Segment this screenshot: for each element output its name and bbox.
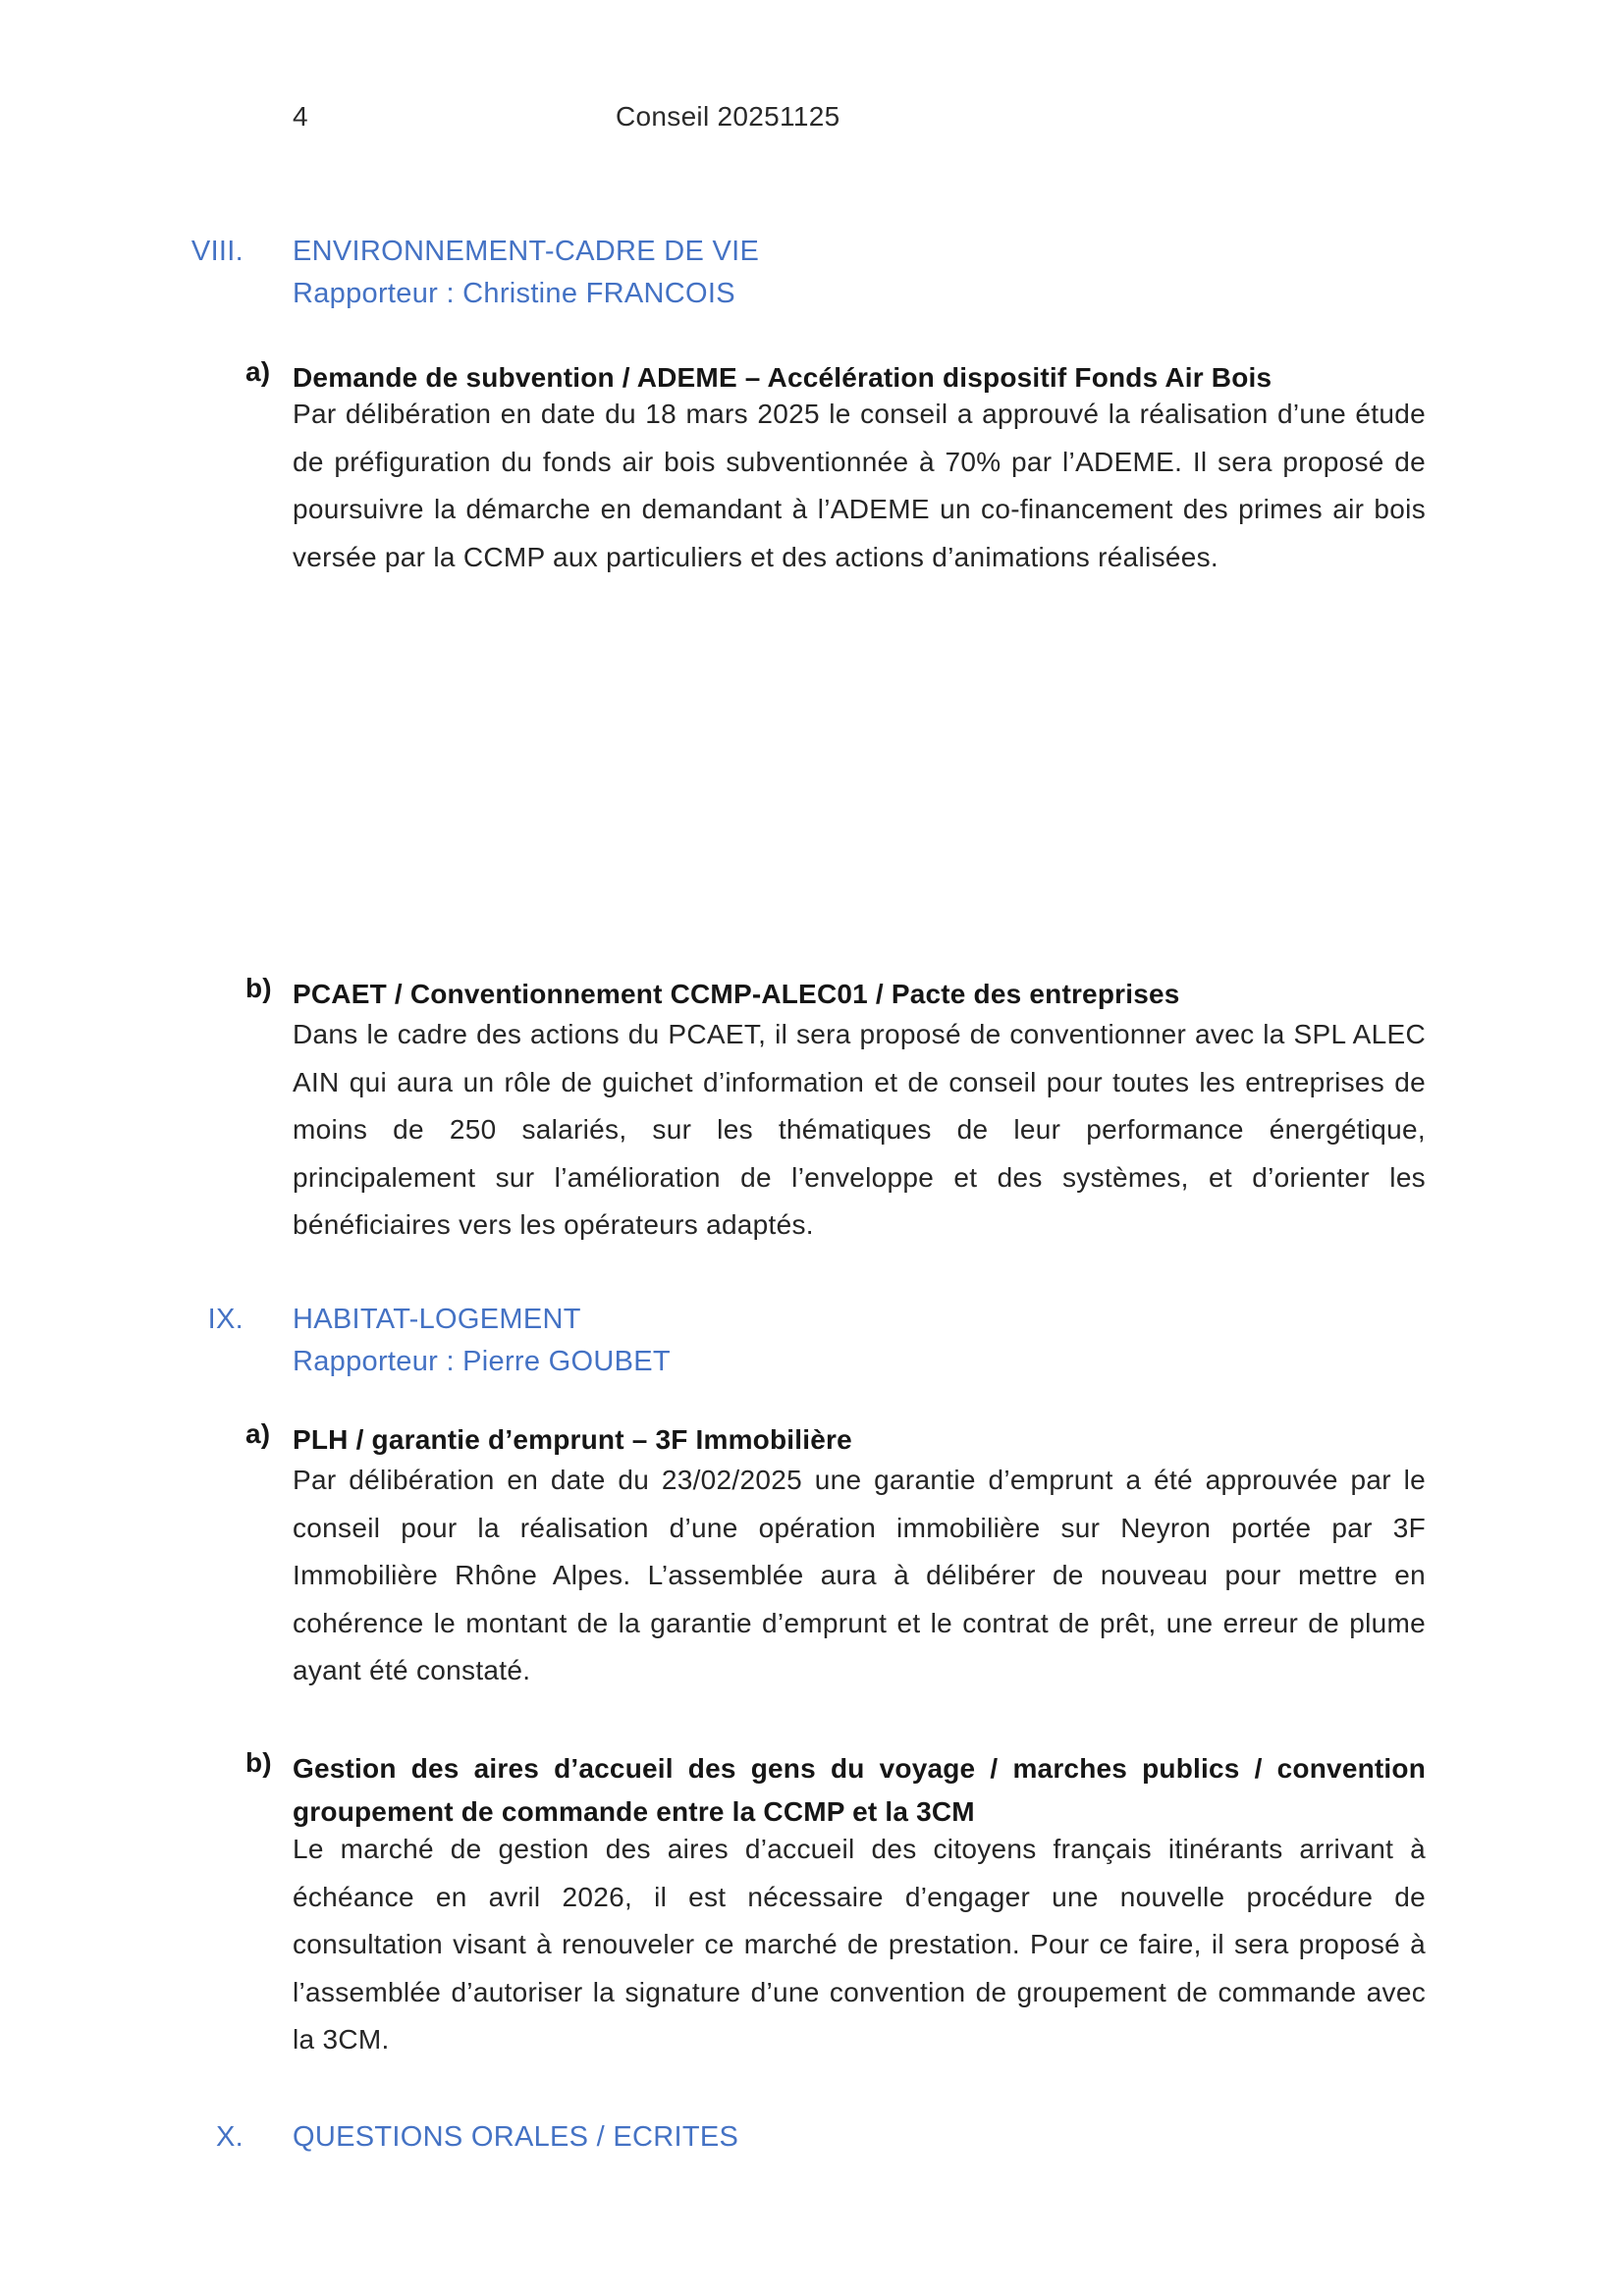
- item-body-pcaet-alec: Dans le cadre des actions du PCAET, il sera proposé de conventionner avec la SPL ALEC AIN qui aura un rôle de guichet d’information et de conseil pour toutes les entreprises de moins de 250 salariés, sur les thématiques de leur performance énergétique, principalement sur l’amélioration de l’enveloppe et des systèmes, et d’orienter les bénéficiaires vers les opérateurs adaptés.: [293, 1019, 1426, 1240]
- item-body-ademe-fonds-air-bois: Par délibération en date du 18 mars 2025 le conseil a approuvé la réalisation d’une étude de préfiguration du fonds air bois subventionnée à 70% par l’ADEME. Il sera proposé de poursuivre la démarche en demandant à l’ADEME un co-financement des primes air bois versée par la CCMP aux particuliers et des actions d’animations réalisées.: [293, 399, 1426, 572]
- section-ix-rapporteur: Rapporteur : Pierre GOUBET: [293, 1346, 671, 1377]
- item-marker: a): [245, 356, 271, 387]
- header-title: Conseil 20251125: [616, 101, 840, 132]
- item-marker: a): [245, 1418, 271, 1449]
- item-marker: b): [245, 1747, 272, 1778]
- item-heading-plh-garantie-emprunt: PLH / garantie d’emprunt – 3F Immobilière: [293, 1424, 852, 1455]
- item-heading-ademe-fonds-air-bois: Demande de subvention / ADEME – Accélération dispositif Fonds Air Bois: [293, 362, 1272, 393]
- section-viii-numeral: VIII.: [190, 236, 244, 267]
- section-x-numeral: X.: [216, 2121, 244, 2153]
- section-viii-title: ENVIRONNEMENT-CADRE DE VIE: [293, 236, 760, 267]
- section-ix-title: HABITAT-LOGEMENT: [293, 1304, 581, 1335]
- item-heading-aires-accueil-convention: Gestion des aires d’accueil des gens du voyage / marches publics / convention groupement de commande entre la CCMP et la 3CM: [293, 1753, 1426, 1827]
- item-body-plh-garantie-emprunt: Par délibération en date du 23/02/2025 une garantie d’emprunt a été approuvée par le conseil pour la réalisation d’une opération immobilière sur Neyron portée par 3F Immobilière Rhône Alpes. L’assemblée aura à délibérer de nouveau pour mettre en cohérence le montant de la garantie d’emprunt et le contrat de prêt, une erreur de plume ayant été constaté.: [293, 1465, 1426, 1685]
- item-marker: b): [245, 973, 272, 1003]
- section-ix-numeral: IX.: [207, 1304, 244, 1335]
- page-number: 4: [293, 101, 308, 132]
- item-body-aires-accueil-convention: Le marché de gestion des aires d’accueil des citoyens français itinérants arrivant à échéance en avril 2026, il est nécessaire d’engager une nouvelle procédure de consultation visant à renouveler ce marché de prestation. Pour ce faire, il sera proposé à l’assemblée d’autoriser la signature d’une convention de groupement de commande avec la 3CM.: [293, 1834, 1426, 2055]
- item-heading-pcaet-alec: PCAET / Conventionnement CCMP-ALEC01 / Pacte des entreprises: [293, 979, 1180, 1009]
- section-x-title: QUESTIONS ORALES / ECRITES: [293, 2121, 739, 2153]
- section-viii-rapporteur: Rapporteur : Christine FRANCOIS: [293, 278, 735, 309]
